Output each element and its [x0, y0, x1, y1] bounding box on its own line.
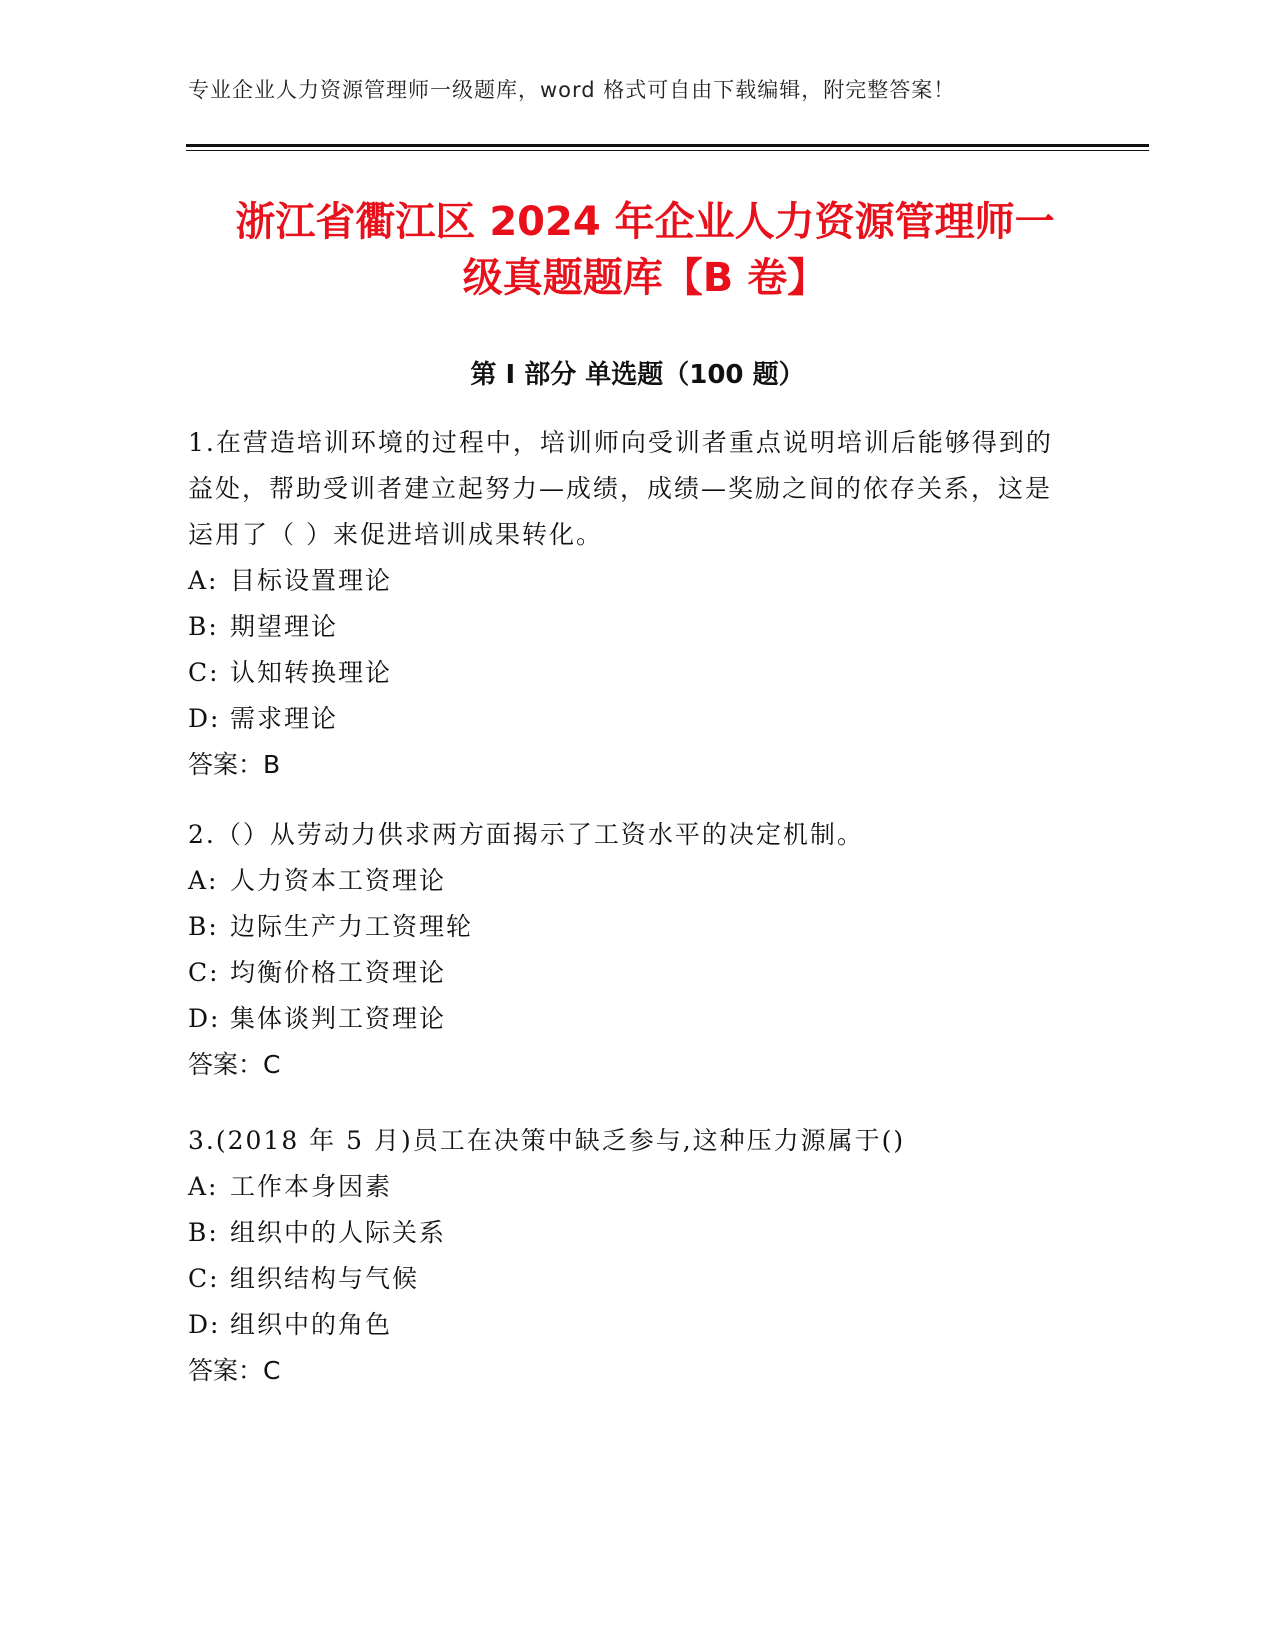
option-text: 组织结构与气候	[230, 1264, 420, 1293]
option-c	[188, 650, 1058, 696]
option-a	[188, 858, 1058, 904]
option-letter: D:	[188, 1310, 221, 1339]
option-b	[188, 1210, 1058, 1256]
answer: 答案：B	[188, 750, 281, 779]
option-letter: D:	[188, 704, 221, 733]
header-rule-thick	[186, 144, 1149, 147]
question-stem: 2.（）从劳动力供求两方面揭示了工资水平的决定机制。	[188, 820, 864, 849]
option-text: 认知转换理论	[230, 658, 393, 687]
option-text: 需求理论	[230, 704, 339, 733]
document-title	[180, 194, 1110, 306]
option-d	[188, 696, 1058, 742]
option-letter: C:	[188, 658, 220, 687]
document-title-line2: 级真题题库【B 卷】	[462, 255, 828, 301]
question-stem: 1.在营造培训环境的过程中，培训师向受训者重点说明培训后能够得到的益处，帮助受训者建立起努力—成绩，成绩—奖励之间的依存关系，这是运用了（ ）来促进培训成果转化。	[188, 428, 1053, 549]
option-letter: C:	[188, 958, 220, 987]
option-text: 均衡价格工资理论	[230, 958, 447, 987]
answer: 答案：C	[188, 1050, 281, 1079]
option-letter: A:	[188, 1172, 219, 1201]
answer: 答案：C	[188, 1356, 281, 1385]
option-letter: D:	[188, 1004, 221, 1033]
option-letter: A:	[188, 566, 219, 595]
option-text: 工作本身因素	[230, 1172, 393, 1201]
option-text: 边际生产力工资理轮	[230, 912, 474, 941]
header-note: 专业企业人力资源管理师一级题库，word 格式可自由下载编辑，附完整答案！	[188, 78, 956, 102]
question-1	[188, 420, 1058, 788]
option-a	[188, 1164, 1058, 1210]
question-2	[188, 812, 1058, 1088]
option-c	[188, 950, 1058, 996]
option-letter: B:	[188, 912, 219, 941]
option-b	[188, 604, 1058, 650]
question-stem: 3.(2018 年 5 月)员工在决策中缺乏参与,这种压力源属于()	[188, 1126, 906, 1155]
option-a	[188, 558, 1058, 604]
option-text: 组织中的人际关系	[230, 1218, 447, 1247]
option-b	[188, 904, 1058, 950]
option-letter: A:	[188, 866, 219, 895]
option-text: 组织中的角色	[230, 1310, 393, 1339]
option-d	[188, 1302, 1058, 1348]
question-3	[188, 1118, 1058, 1394]
section-title: 第 I 部分 单选题（100 题）	[470, 360, 805, 390]
option-letter: B:	[188, 612, 219, 641]
option-letter: B:	[188, 1218, 219, 1247]
option-c	[188, 1256, 1058, 1302]
option-text: 人力资本工资理论	[230, 866, 447, 895]
header-rule-thin	[186, 150, 1149, 151]
option-text: 目标设置理论	[230, 566, 393, 595]
document-title-line1: 浙江省衢江区 2024 年企业人力资源管理师一	[235, 199, 1055, 245]
option-d	[188, 996, 1058, 1042]
option-text: 集体谈判工资理论	[230, 1004, 447, 1033]
option-text: 期望理论	[230, 612, 339, 641]
option-letter: C:	[188, 1264, 220, 1293]
